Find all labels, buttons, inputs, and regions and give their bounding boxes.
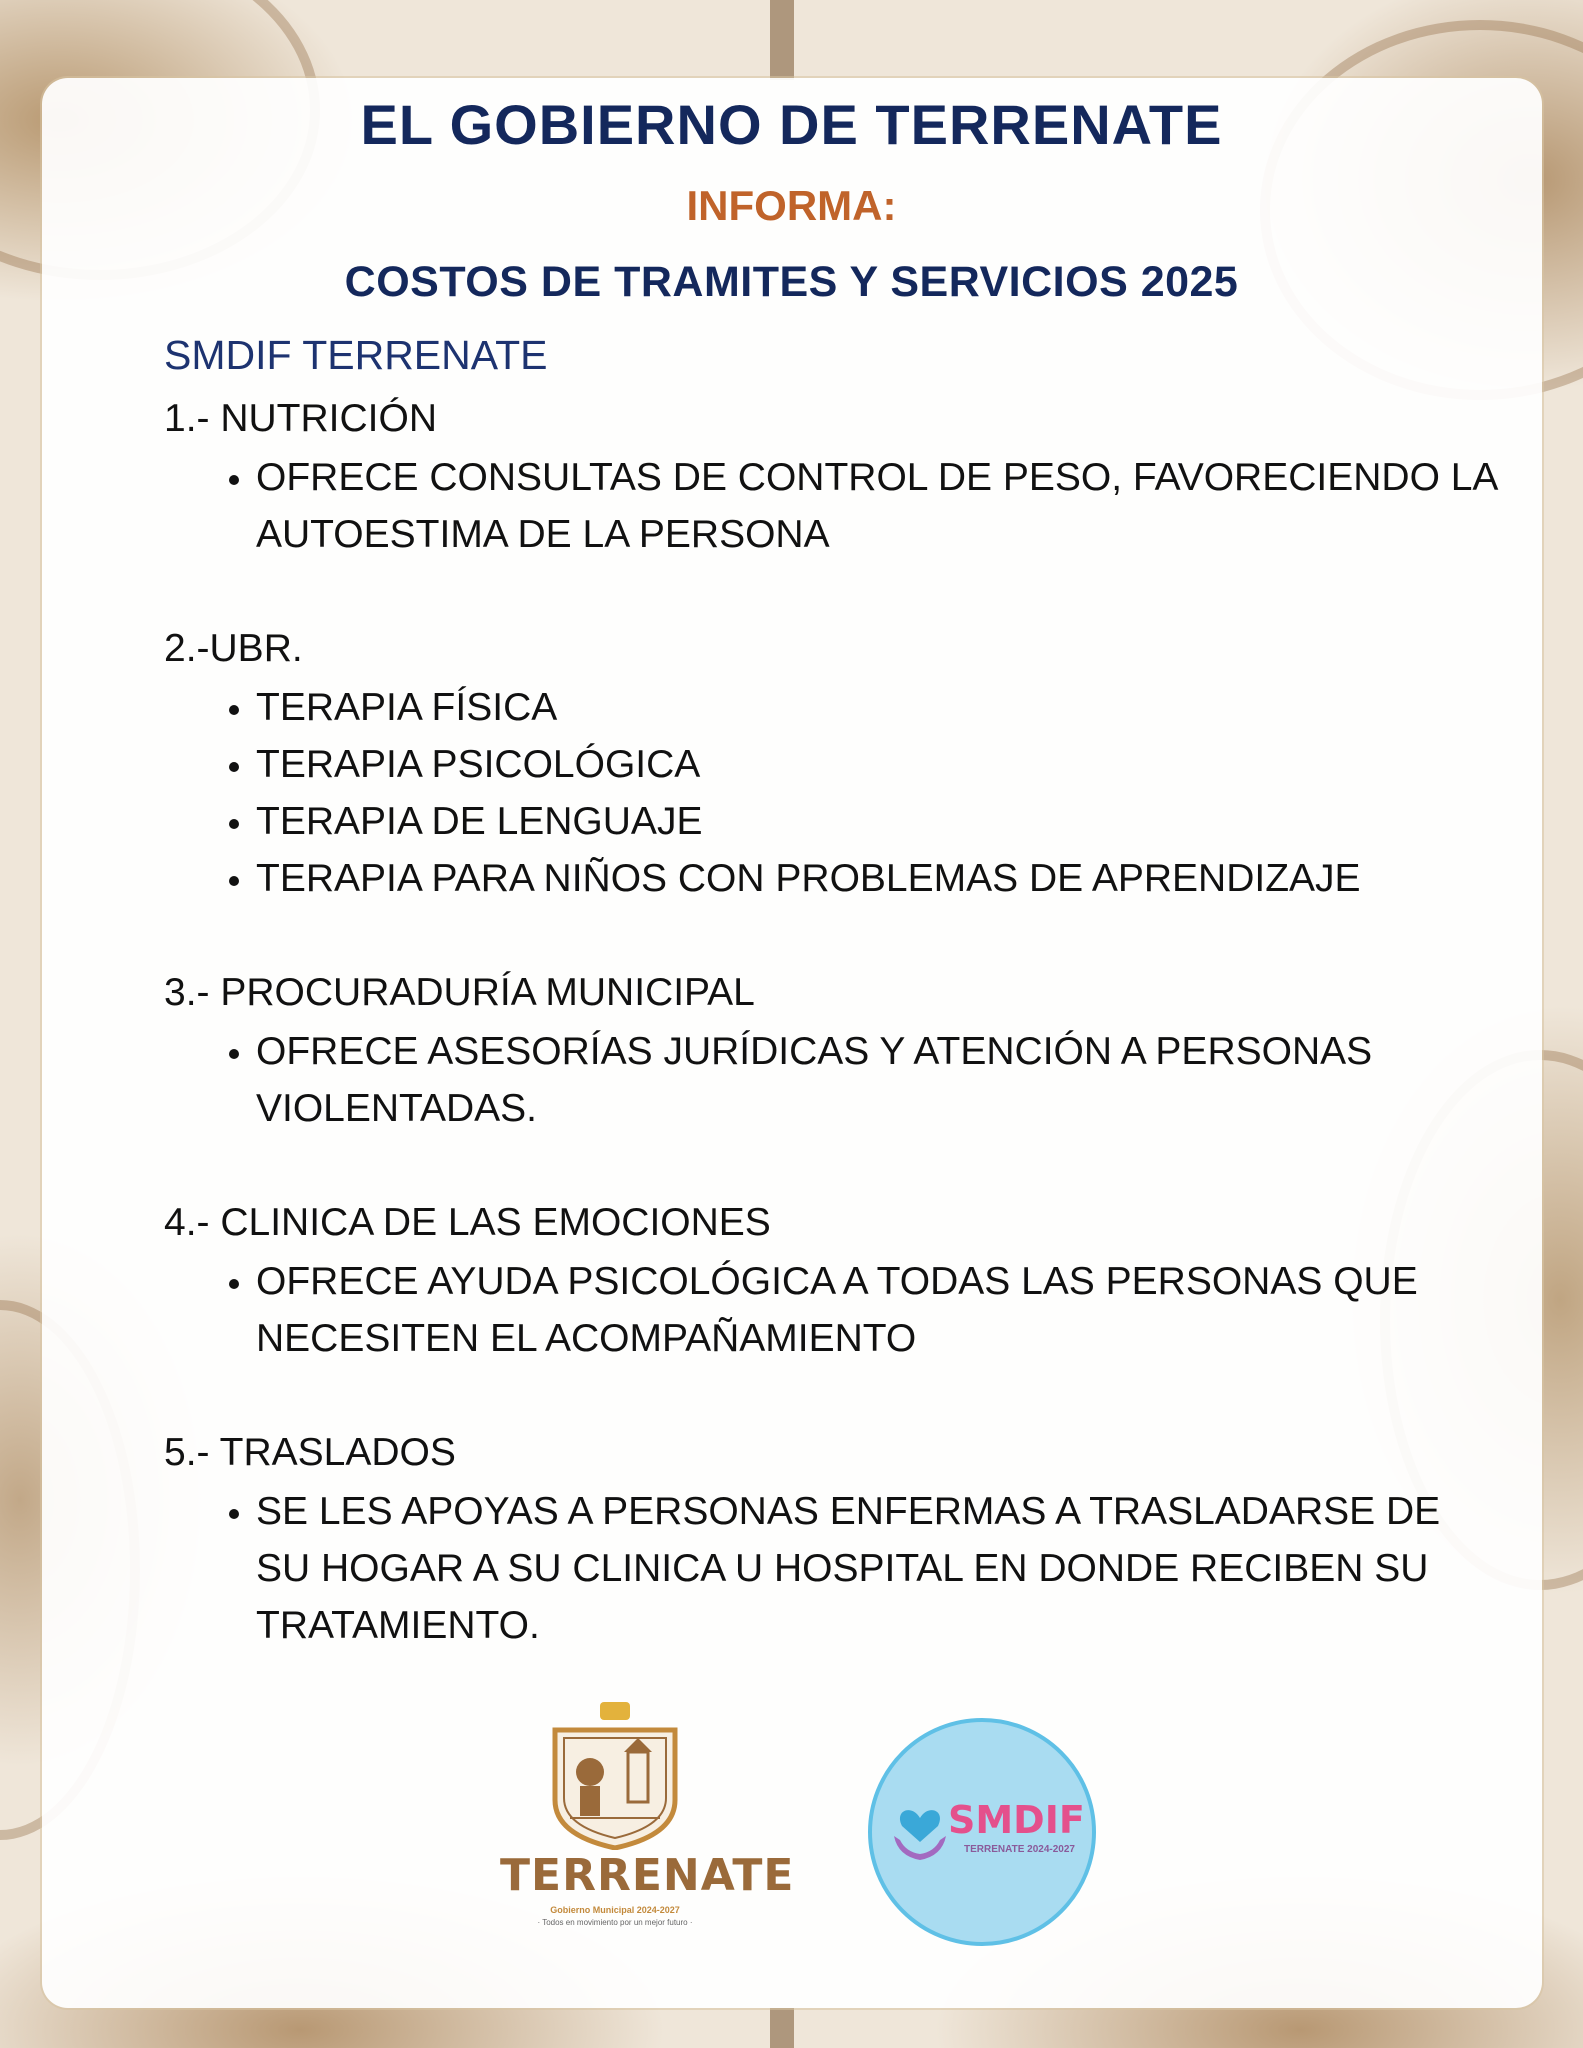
list-item: • OFRECE CONSULTAS DE CONTROL DE PESO, FAVORECIENDO LA AUTOESTIMA DE LA PERSONA [256, 449, 1504, 563]
list-item: • SE LES APOYAS A PERSONAS ENFERMAS A TRASLADARSE DE SU HOGAR A SU CLINICA U HOSPITAL EN DONDE RECIBEN SU TRATAMIENTO. [256, 1483, 1504, 1654]
section-items [164, 449, 1504, 563]
page-subtitle: COSTOS DE TRAMITES Y SERVICIOS 2025 [344, 258, 1239, 306]
service-section [164, 1424, 1504, 1654]
list-item: • TERAPIA PARA NIÑOS CON PROBLEMAS DE APRENDIZAJE [256, 850, 1504, 907]
smdif-sub: TERRENATE 2024-2027 [964, 1844, 1075, 1855]
terrenate-logo [500, 1700, 795, 1940]
section-items [164, 1253, 1504, 1367]
services-list [164, 330, 1504, 1654]
service-section [164, 1194, 1504, 1367]
section-items [164, 679, 1504, 907]
section-heading: 1.- NUTRICIÓN [164, 397, 437, 440]
list-item: • OFRECE AYUDA PSICOLÓGICA A TODAS LAS PERSONAS QUE NECESITEN EL ACOMPAÑAMIENTO [256, 1253, 1504, 1367]
background-decoration [770, 2008, 794, 2048]
hands-heart-icon [890, 1796, 950, 1866]
list-item: • TERAPIA FÍSICA [256, 679, 1504, 736]
organization-name: SMDIF TERRENATE [164, 332, 548, 378]
section-items [164, 1023, 1504, 1137]
terrenate-sub: Gobierno Municipal 2024-2027 [550, 1905, 680, 1915]
list-item: • TERAPIA DE LENGUAJE [256, 793, 1504, 850]
service-section [164, 390, 1504, 563]
informa-label: INFORMA: [686, 182, 897, 229]
list-item: • OFRECE ASESORÍAS JURÍDICAS Y ATENCIÓN A PERSONAS VIOLENTADAS. [256, 1023, 1504, 1137]
footer-logos [0, 1700, 1583, 1950]
smdif-name: SMDIF [948, 1798, 1085, 1842]
terrenate-tagline: · Todos en movimiento por un mejor futuro · [537, 1918, 693, 1927]
section-heading: 5.- TRASLADOS [164, 1431, 456, 1474]
background-decoration [770, 0, 794, 80]
page-title: EL GOBIERNO DE TERRENATE [360, 93, 1223, 156]
section-heading: 3.- PROCURADURÍA MUNICIPAL [164, 971, 755, 1014]
smdif-logo [868, 1718, 1096, 1946]
section-heading: 2.-UBR. [164, 627, 303, 670]
list-item: • TERAPIA PSICOLÓGICA [256, 736, 1504, 793]
terrenate-name: TERRENATE [500, 1850, 795, 1901]
service-section [164, 964, 1504, 1137]
shield-icon [500, 1700, 730, 1850]
service-section [164, 620, 1504, 907]
section-heading: 4.- CLINICA DE LAS EMOCIONES [164, 1201, 771, 1244]
section-items [164, 1483, 1504, 1654]
